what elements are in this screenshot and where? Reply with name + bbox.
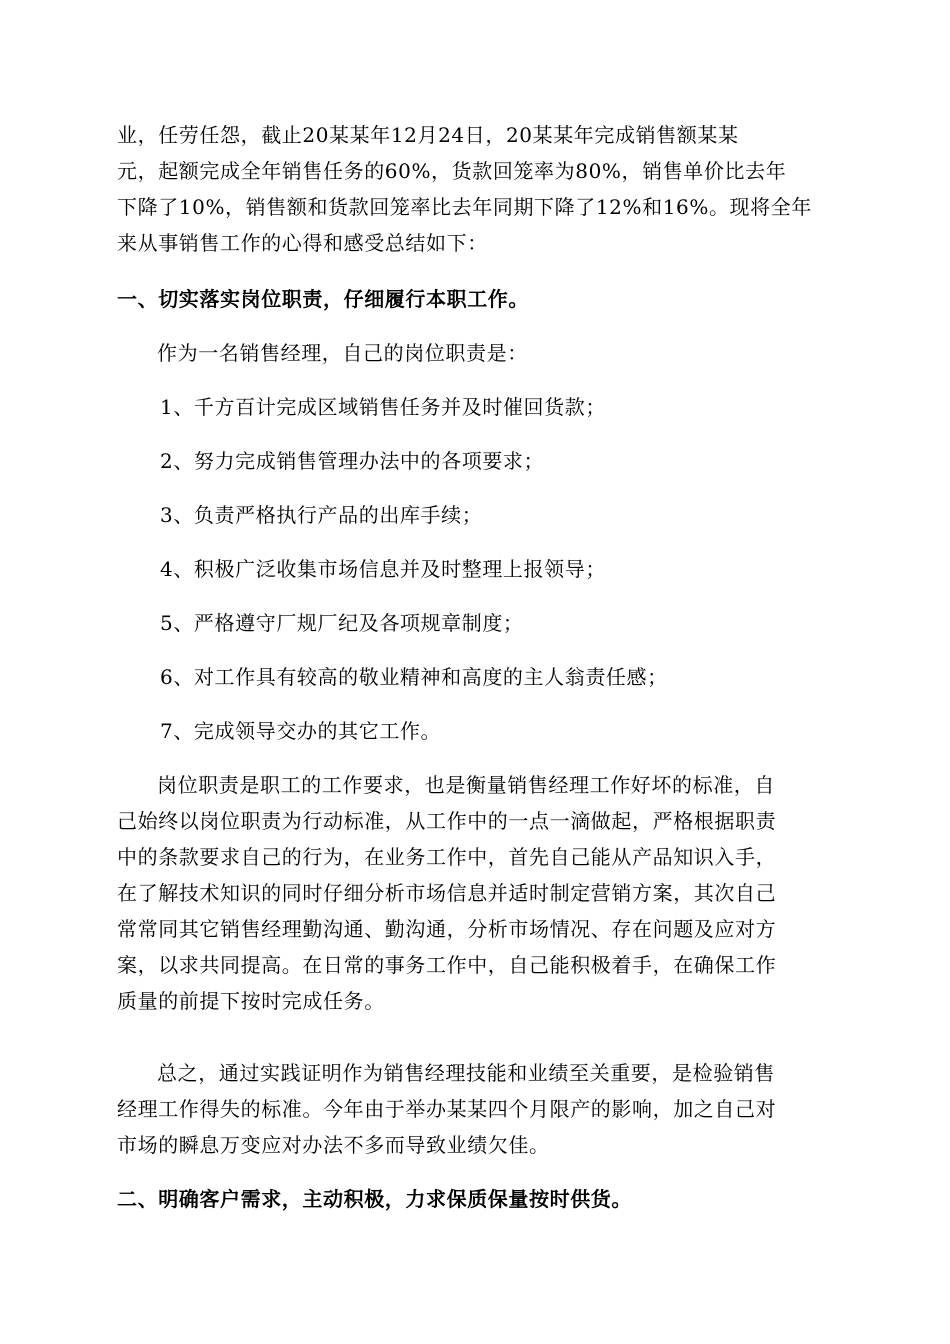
paragraph-line: 市场的瞬息万变应对办法不多而导致业绩欠佳。 [117, 1133, 550, 1157]
role-intro-paragraph: 作为一名销售经理，自己的岗位职责是： [157, 341, 528, 365]
paragraph-line: 总之，通过实践证明作为销售经理技能和业绩至关重要，是检验销售 [157, 1061, 775, 1085]
duty-item-4: 4、积极广泛收集市场信息并及时整理上报领导； [160, 557, 606, 581]
paragraph-line: 岗位职责是职工的工作要求，也是衡量销售经理工作好坏的标准，自 [157, 773, 775, 797]
duty-item-5: 5、严格遵守厂规厂纪及各项规章制度； [160, 611, 524, 635]
duty-item-7: 7、完成领导交办的其它工作。 [160, 719, 442, 743]
paragraph-line: 案，以求共同提高。在日常的事务工作中，自己能积极着手，在确保工作 [117, 953, 777, 977]
duty-item-3: 3、负责严格执行产品的出库手续； [160, 503, 483, 527]
intro-line: 下降了10%，销售额和货款回笼率比去年同期下降了12%和16%。现将全年 [117, 195, 812, 219]
section-2-heading: 二、明确客户需求，主动积极，力求保质保量按时供货。 [117, 1187, 632, 1211]
intro-line: 业，任劳任怨，截止20某某年12月24日，20某某年完成销售额某某 [117, 123, 739, 147]
intro-paragraph [117, 117, 833, 261]
intro-line: 来从事销售工作的心得和感受总结如下： [117, 231, 488, 255]
duty-item-1: 1、千方百计完成区域销售任务并及时催回货款； [160, 395, 606, 419]
duty-item-2: 2、努力完成销售管理办法中的各项要求； [160, 449, 545, 473]
paragraph-line: 常常同其它销售经理勤沟通、勤沟通，分析市场情况、存在问题及应对方 [117, 917, 777, 941]
summary-paragraph [117, 1055, 833, 1163]
standard-paragraph [117, 767, 833, 1019]
intro-line: 元，起额完成全年销售任务的60%，货款回笼率为80%，销售单价比去年 [117, 159, 787, 183]
duty-item-6: 6、对工作具有较高的敬业精神和高度的主人翁责任感； [160, 665, 668, 689]
paragraph-line: 经理工作得失的标准。今年由于举办某某四个月限产的影响，加之自己对 [117, 1097, 777, 1121]
paragraph-line: 己始终以岗位职责为行动标准，从工作中的一点一滴做起，严格根据职责 [117, 809, 777, 833]
paragraph-line: 在了解技术知识的同时仔细分析市场信息并适时制定营销方案，其次自己 [117, 881, 777, 905]
section-1-heading: 一、切实落实岗位职责，仔细履行本职工作。 [117, 287, 529, 311]
paragraph-line: 质量的前提下按时完成任务。 [117, 989, 385, 1013]
paragraph-line: 中的条款要求自己的行为，在业务工作中，首先自己能从产品知识入手， [117, 845, 777, 869]
